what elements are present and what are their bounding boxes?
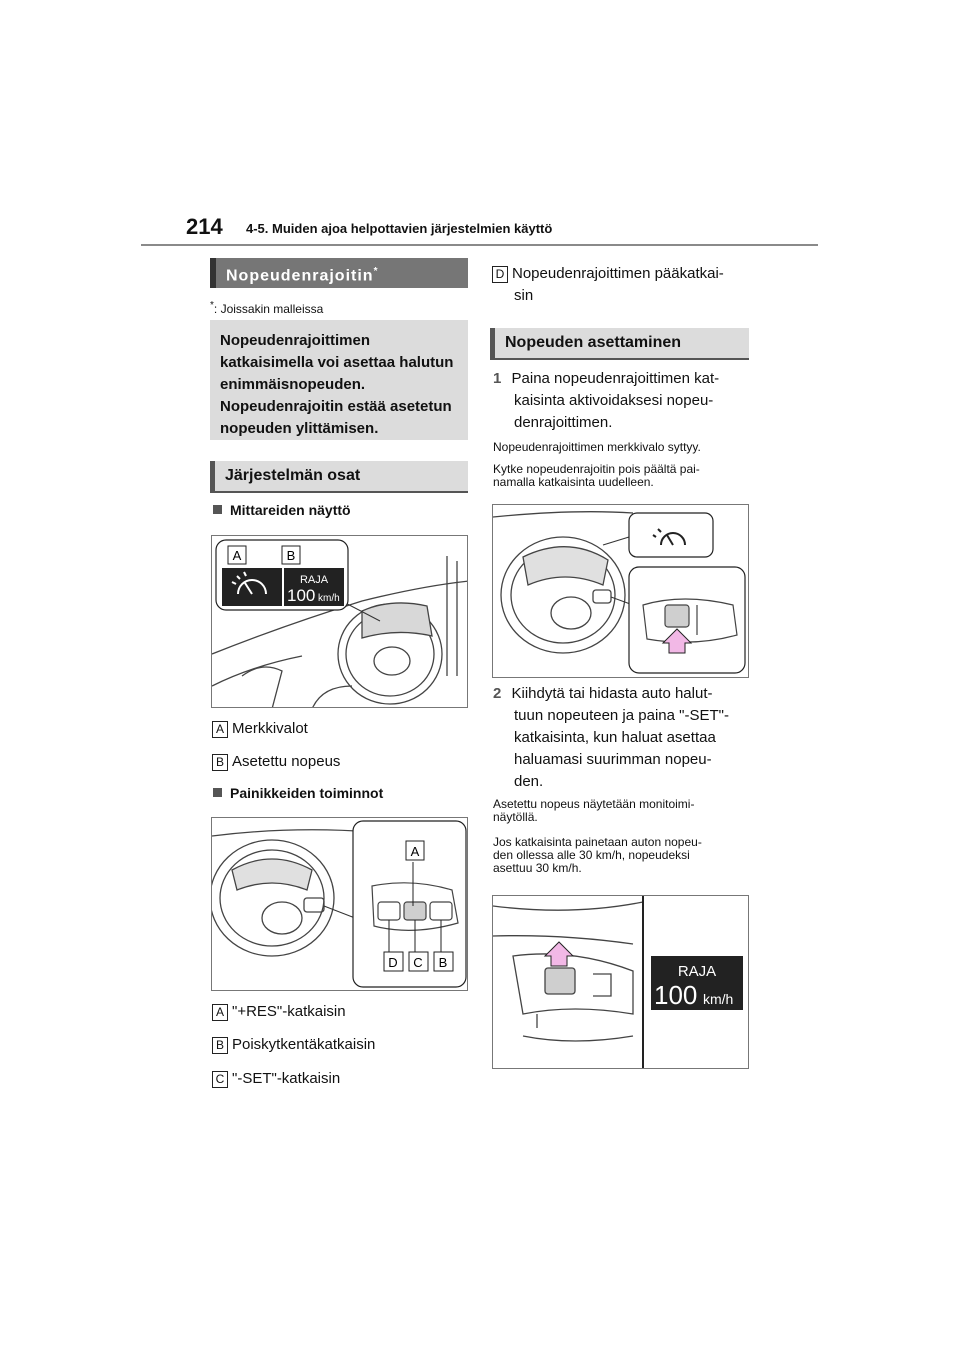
label-box-a: A xyxy=(212,721,228,738)
list2-text-a: "+RES"-katkaisin xyxy=(232,1003,346,1020)
section-title-jarjestelman-osat: Järjestelmän osat xyxy=(210,461,468,493)
step-2-note-2-line1: Jos katkaisinta painetaan auton nopeu- xyxy=(493,835,702,849)
chapter-header: 4-5. Muiden ajoa helpottavien järjestelmien käyttö xyxy=(246,221,553,236)
fig2-callout-b: B xyxy=(438,955,448,970)
fig4-speed-value: 100 xyxy=(654,980,698,1010)
step-1-line2: kaisinta aktivoidaksesi nopeu- xyxy=(514,392,714,409)
fig1-callout-a: A xyxy=(232,548,242,563)
header-rule xyxy=(141,244,818,246)
step-1-line1: Paina nopeudenrajoittimen kat- xyxy=(511,370,720,387)
list1-text-a: Merkkivalot xyxy=(232,720,308,737)
list1-item-b xyxy=(212,753,340,771)
intro-box: Nopeudenrajoittimen katkaisimella voi asettaa halutun enimmäisnopeuden. Nopeudenrajoitin estää asetetun nopeuden ylittämisen. xyxy=(210,320,468,440)
item-d-text-line1: Nopeudenrajoittimen pääkatkai- xyxy=(512,265,724,282)
step-2-line3: katkaisinta, kun haluat asettaa xyxy=(514,729,716,746)
step-1-note-2 xyxy=(493,463,700,489)
press-main-switch-illustration xyxy=(493,505,749,678)
step-1-number: 1 xyxy=(493,370,502,387)
bullet-text: Painikkeiden toiminnot xyxy=(230,785,384,801)
step-1-note-2-line1: Kytke nopeudenrajoitin pois päältä pai- xyxy=(493,462,700,476)
section-title-nopeuden-asettaminen: Nopeuden asettaminen xyxy=(490,328,749,360)
list2-text-c: "-SET"-katkaisin xyxy=(232,1070,341,1087)
label-box-b: B xyxy=(212,1037,228,1054)
bullet-mittareiden-naytto xyxy=(213,502,351,518)
figure-steering-buttons xyxy=(211,817,468,991)
fig2-callout-c: C xyxy=(413,955,423,970)
meter-display-illustration xyxy=(212,536,468,708)
footnote xyxy=(210,300,323,316)
step-2-note-1 xyxy=(493,798,694,824)
item-d xyxy=(492,263,724,307)
list2-item-b xyxy=(212,1036,375,1054)
steering-buttons-illustration xyxy=(212,818,468,991)
bullet-text: Mittareiden näyttö xyxy=(230,502,351,518)
step-2-line2: tuun nopeuteen ja paina "-SET"- xyxy=(514,707,729,724)
press-set-illustration xyxy=(493,896,749,1069)
figure-meter-display xyxy=(211,535,468,708)
list1-item-a xyxy=(212,720,308,738)
step-2 xyxy=(493,683,755,793)
label-box-b: B xyxy=(212,754,228,771)
section-title-nopeudenrajoitin xyxy=(210,258,468,288)
fig2-callout-a: A xyxy=(410,844,420,859)
fig1-callout-b: B xyxy=(286,548,296,563)
figure-press-set xyxy=(492,895,749,1069)
title-asterisk: * xyxy=(373,266,379,277)
fig1-raja-label: RAJA xyxy=(299,574,329,586)
bullet-painikkeiden-toiminnot xyxy=(213,785,383,801)
step-2-note-2-line3: asettuu 30 km/h. xyxy=(493,861,582,875)
fig1-speed-unit: km/h xyxy=(318,593,340,604)
step-2-line5: den. xyxy=(514,773,544,790)
fig2-callout-d: D xyxy=(388,955,398,970)
footnote-text: : Joissakin malleissa xyxy=(213,302,324,316)
item-d-text-line2: sin xyxy=(514,287,534,304)
step-1-note-1: Nopeudenrajoittimen merkkivalo syttyy. xyxy=(493,440,701,454)
step-2-note-2 xyxy=(493,836,702,875)
figure-press-main-switch xyxy=(492,504,749,678)
label-box-c: C xyxy=(212,1071,228,1088)
bullet-square xyxy=(213,788,222,797)
step-1 xyxy=(493,368,753,434)
step-1-note-2-line2: namalla katkaisinta uudelleen. xyxy=(493,475,654,489)
step-2-line4: haluamasi suurimman nopeu- xyxy=(514,751,712,768)
list2-item-c xyxy=(212,1070,340,1088)
label-box-d: D xyxy=(492,266,508,283)
list2-text-b: Poiskytkentäkatkaisin xyxy=(232,1036,376,1053)
footnote-asterisk: * xyxy=(210,300,214,311)
fig1-speed-value: 100 xyxy=(287,586,316,605)
step-2-note-2-line2: den ollessa alle 30 km/h, nopeudeksi xyxy=(493,848,690,862)
step-1-line3: denrajoittimen. xyxy=(514,414,613,431)
step-2-note-1-line2: näytöllä. xyxy=(493,810,538,824)
fig4-raja-label: RAJA xyxy=(677,963,717,980)
step-2-number: 2 xyxy=(493,685,502,702)
step-2-line1: Kiihdytä tai hidasta auto halut- xyxy=(511,685,713,702)
fig4-speed-unit: km/h xyxy=(703,991,734,1007)
list2-item-a xyxy=(212,1003,346,1021)
bullet-square xyxy=(213,505,222,514)
list1-text-b: Asetettu nopeus xyxy=(232,753,341,770)
step-2-note-1-line1: Asetettu nopeus näytetään monitoimi- xyxy=(493,797,695,811)
section-title-text: Nopeudenrajoitin xyxy=(226,267,374,285)
label-box-a: A xyxy=(212,1004,228,1021)
page-number: 214 xyxy=(186,214,223,239)
